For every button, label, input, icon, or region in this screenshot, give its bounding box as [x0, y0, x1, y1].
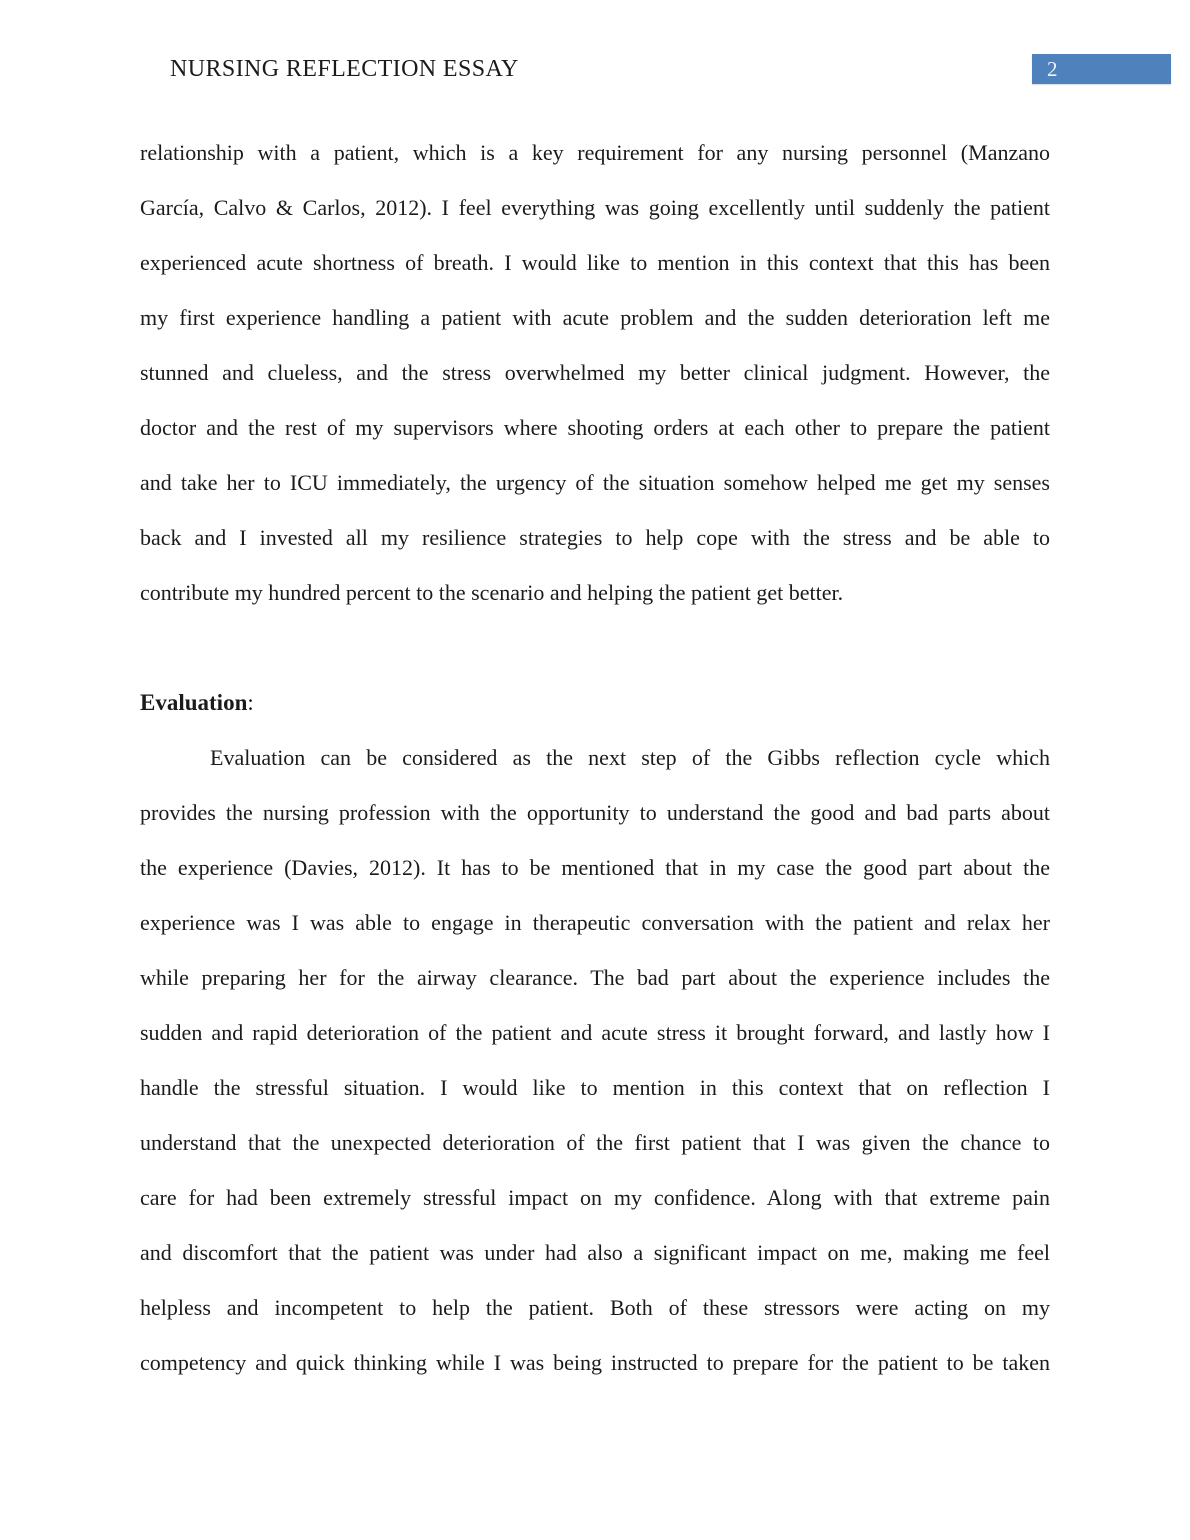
body-paragraph: [140, 730, 1050, 1390]
text-line: care for had been extremely stressful impact on my confidence. Along with that extreme pain: [140, 1185, 1050, 1210]
text-line: relationship with a patient, which is a key requirement for any nursing personnel (Manzano: [140, 140, 1050, 165]
text-line: handle the stressful situation. I would like to mention in this context that on reflection I: [140, 1075, 1050, 1100]
text-line: stunned and clueless, and the stress overwhelmed my better clinical judgment. However, the: [140, 360, 1050, 385]
body-paragraph: [140, 125, 1050, 620]
text-line: my first experience handling a patient with acute problem and the sudden deterioration left me: [140, 305, 1050, 330]
text-line: Evaluation can be considered as the next step of the Gibbs reflection cycle which: [210, 745, 1050, 770]
text-line: experienced acute shortness of breath. I would like to mention in this context that this has been: [140, 250, 1050, 275]
document-body: [140, 125, 1050, 1390]
text-line: the experience (Davies, 2012). It has to be mentioned that in my case the good part about the: [140, 855, 1050, 880]
text-line: and take her to ICU immediately, the urgency of the situation somehow helped me get my senses: [140, 470, 1050, 495]
text-line: while preparing her for the airway clearance. The bad part about the experience includes the: [140, 965, 1050, 990]
text-line: understand that the unexpected deterioration of the first patient that I was given the chance to: [140, 1130, 1050, 1155]
section-heading: Evaluation:: [140, 690, 254, 715]
text-line: competency and quick thinking while I was being instructed to prepare for the patient to be taken: [140, 1350, 1050, 1375]
page-number-badge: [1032, 54, 1171, 84]
text-line: doctor and the rest of my supervisors where shooting orders at each other to prepare the patient: [140, 415, 1050, 440]
text-line: and discomfort that the patient was under had also a significant impact on me, making me feel: [140, 1240, 1050, 1265]
text-line: experience was I was able to engage in therapeutic conversation with the patient and relax her: [140, 910, 1050, 935]
text-line: sudden and rapid deterioration of the patient and acute stress it brought forward, and lastly how I: [140, 1020, 1050, 1045]
text-line: García, Calvo & Carlos, 2012). I feel everything was going excellently until suddenly the patient: [140, 195, 1050, 220]
blank-line: [140, 620, 1050, 675]
running-head: NURSING REFLECTION ESSAY: [170, 56, 519, 82]
text-line: contribute my hundred percent to the scenario and helping the patient get better.: [140, 580, 844, 605]
text-line: back and I invested all my resilience strategies to help cope with the stress and be able to: [140, 525, 1050, 550]
text-line: provides the nursing profession with the opportunity to understand the good and bad parts about: [140, 800, 1050, 825]
page-number: 2: [1047, 57, 1058, 81]
section-heading-text: Evaluation: [140, 690, 248, 715]
text-line: helpless and incompetent to help the patient. Both of these stressors were acting on my: [140, 1295, 1050, 1320]
